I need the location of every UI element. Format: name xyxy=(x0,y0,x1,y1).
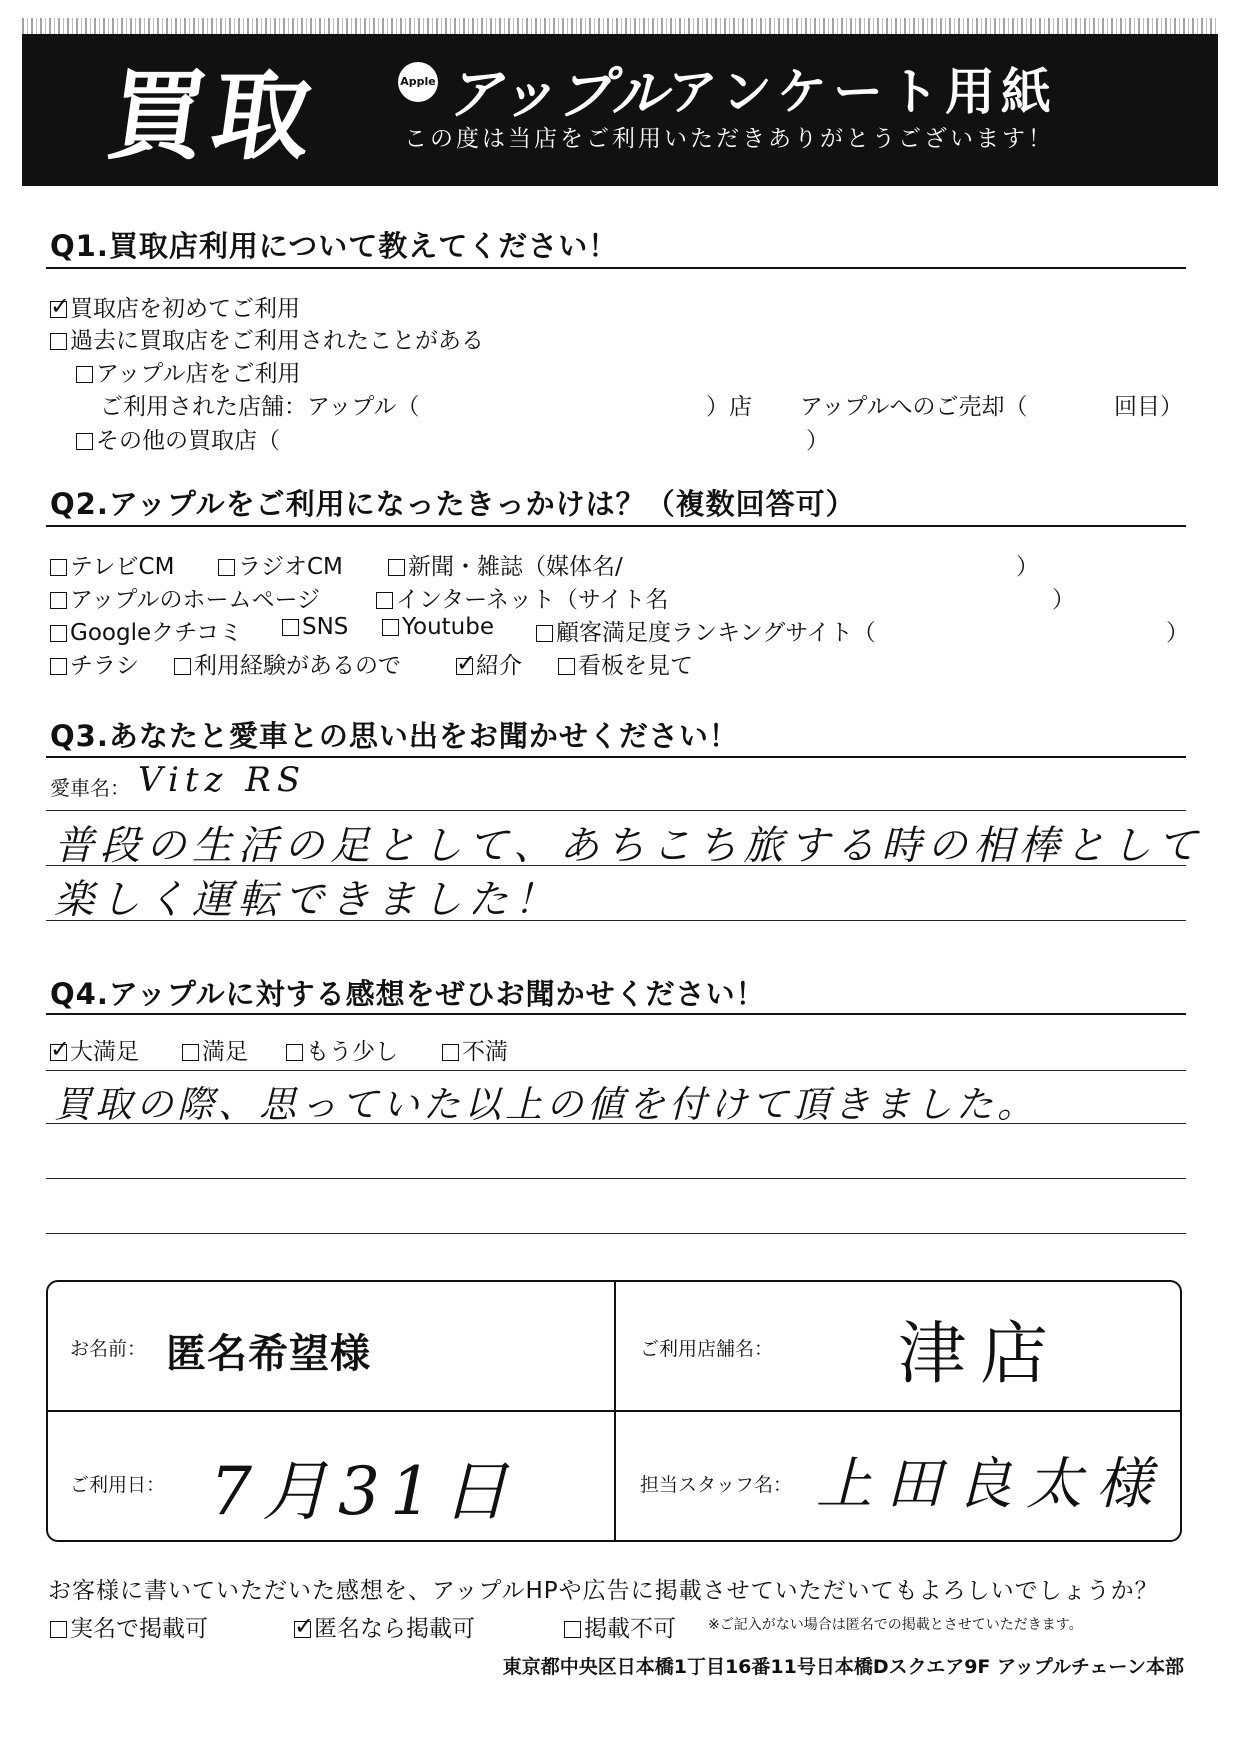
q3-answer-line-2[interactable]: 楽しく運転できました！ xyxy=(54,877,560,923)
q2-row1-close: ） xyxy=(1016,554,1039,580)
q4-title: Q4.アップルに対する感想をぜひお聞かせください！ xyxy=(50,977,766,1011)
q1-store-used-label: ご利用された店舗：アップル（ xyxy=(100,394,420,420)
q2-title: Q2.アップルをご利用になったきっかけは？（複数回答可） xyxy=(50,487,856,521)
date-value[interactable]: 7月31日 xyxy=(210,1453,518,1530)
q1-sales-count-suffix: 回目） xyxy=(1114,394,1183,420)
q2-option-newspaper[interactable]: 新聞・雑誌（媒体名/ xyxy=(388,548,623,581)
checkbox-checked-icon[interactable] xyxy=(456,658,473,675)
q1-option-first[interactable]: ✓買取店を初めてご利用 xyxy=(50,290,300,323)
q2-option-sns[interactable]: SNS xyxy=(282,614,348,640)
checkbox-checked-icon[interactable] xyxy=(294,1621,311,1638)
q4-option-satisfied[interactable]: 満足 xyxy=(182,1033,248,1066)
q4-line-3 xyxy=(46,1178,1186,1179)
consent-note: ※ご記入がない場合は匿名での掲載とさせていただきます。 xyxy=(708,1617,1083,1633)
q2-option-tv[interactable]: テレビCM xyxy=(50,548,174,581)
checkbox-icon[interactable] xyxy=(50,625,67,642)
checkbox-icon[interactable] xyxy=(174,658,191,675)
q3-car-name[interactable]: Vitz RS xyxy=(138,760,307,800)
q3-car-label: 愛車名： xyxy=(50,776,130,800)
consent-option-anonymous[interactable]: ✓ 匿名なら掲載可 xyxy=(294,1610,475,1643)
q4-line-1 xyxy=(46,1070,1186,1071)
staff-value[interactable]: 上田良太様 xyxy=(816,1452,1166,1517)
q3-line-1 xyxy=(46,810,1186,811)
q3-title: Q3.あなたと愛車との思い出をお聞かせください！ xyxy=(50,719,739,753)
q2-option-experience[interactable]: 利用経験があるので xyxy=(174,647,401,680)
checkbox-icon[interactable] xyxy=(50,333,67,350)
q2-option-internet[interactable]: インターネット（サイト名 xyxy=(376,581,668,614)
checkbox-icon[interactable] xyxy=(50,658,67,675)
checkbox-icon[interactable] xyxy=(76,366,93,383)
info-divider-horizontal xyxy=(48,1410,1180,1412)
kaitori-logo: 買取 xyxy=(100,60,325,174)
consent-option-real-name[interactable]: 実名で掲載可 xyxy=(50,1610,208,1643)
q2-option-homepage[interactable]: アップルのホームページ xyxy=(50,581,320,614)
q3-line-2 xyxy=(46,865,1186,866)
page-title: アンケート用紙 xyxy=(668,63,1057,121)
store-value[interactable]: 津店 xyxy=(898,1315,1063,1394)
q2-rule xyxy=(46,525,1186,527)
checkbox-icon[interactable] xyxy=(564,1621,581,1638)
q2-row3-close: ） xyxy=(1166,620,1189,646)
company-address: 東京都中央区日本橋1丁目16番11号日本橋Dスクエア9F アップルチェーン本部 xyxy=(502,1656,1184,1678)
checkbox-checked-icon[interactable] xyxy=(50,301,67,318)
q3-answer-line-1[interactable]: 普段の生活の足として、あちこち旅する時の相棒として xyxy=(54,823,1204,869)
checkbox-icon[interactable] xyxy=(558,658,575,675)
q4-option-very-satisfied[interactable]: ✓大満足 xyxy=(50,1033,139,1066)
q1-rule xyxy=(46,267,1186,269)
brand-name: アップル xyxy=(446,61,668,127)
checkbox-icon[interactable] xyxy=(382,619,399,636)
q4-answer-line-1[interactable]: 買取の際、思っていた以上の値を付けて頂きました。 xyxy=(54,1083,1038,1126)
q1-other-close: ） xyxy=(806,428,829,454)
q1-title: Q1.買取店利用について教えてください！ xyxy=(50,229,619,263)
q2-option-google[interactable]: Googleクチコミ xyxy=(50,614,242,647)
checkbox-checked-icon[interactable] xyxy=(50,1044,67,1061)
q2-option-ranking[interactable]: 顧客満足度ランキングサイト（ xyxy=(536,614,876,647)
q1-sales-count-label: アップルへのご売却（ xyxy=(800,394,1028,420)
checkbox-icon[interactable] xyxy=(50,1621,67,1638)
q2-option-radio[interactable]: ラジオCM xyxy=(218,548,343,581)
q4-line-4 xyxy=(46,1233,1186,1234)
checkbox-icon[interactable] xyxy=(76,433,93,450)
q1-option-past[interactable]: 過去に買取店をご利用されたことがある xyxy=(50,322,484,355)
q2-option-signboard[interactable]: 看板を見て xyxy=(558,647,693,680)
checkbox-icon[interactable] xyxy=(50,592,67,609)
checkbox-icon[interactable] xyxy=(218,559,235,576)
q2-row2-close: ） xyxy=(1052,587,1075,613)
q1-option-other[interactable]: その他の買取店（ xyxy=(76,422,280,455)
header-subtitle: この度は当店をご利用いただきありがとうございます！ xyxy=(404,126,1054,152)
q1-store-used-suffix: ）店 xyxy=(706,394,752,420)
checkbox-icon[interactable] xyxy=(388,559,405,576)
q3-line-3 xyxy=(46,920,1186,921)
checkbox-icon[interactable] xyxy=(50,559,67,576)
q2-option-youtube[interactable]: Youtube xyxy=(382,614,494,640)
checkbox-icon[interactable] xyxy=(182,1044,199,1061)
checkbox-icon[interactable] xyxy=(282,619,299,636)
q1-option-apple[interactable]: アップル店をご利用 xyxy=(76,355,300,388)
q3-rule xyxy=(46,756,1186,758)
staff-label: 担当スタッフ名： xyxy=(640,1474,793,1496)
publish-consent-question: お客様に書いていただいた感想を、アップルHPや広告に掲載させていただいてもよろしいでしょうか？ xyxy=(48,1578,1159,1604)
checkbox-icon[interactable] xyxy=(286,1044,303,1061)
store-label: ご利用店舗名： xyxy=(640,1338,774,1360)
name-label: お名前： xyxy=(70,1338,147,1360)
checkbox-icon[interactable] xyxy=(376,592,393,609)
checkbox-icon[interactable] xyxy=(442,1044,459,1061)
checkbox-icon[interactable] xyxy=(536,625,553,642)
name-value[interactable]: 匿名希望様 xyxy=(166,1331,371,1377)
apple-logo-icon: Apple xyxy=(398,62,438,102)
q4-option-dissatisfied[interactable]: 不満 xyxy=(442,1033,508,1066)
date-label: ご利用日： xyxy=(70,1474,166,1496)
q4-option-somewhat[interactable]: もう少し xyxy=(286,1033,398,1066)
consent-option-none[interactable]: 掲載不可 xyxy=(564,1610,676,1643)
q2-option-flyer[interactable]: チラシ xyxy=(50,647,139,680)
q4-rule xyxy=(46,1013,1186,1015)
q2-option-referral[interactable]: ✓ 紹介 xyxy=(456,647,522,680)
q4-line-2 xyxy=(46,1123,1186,1124)
